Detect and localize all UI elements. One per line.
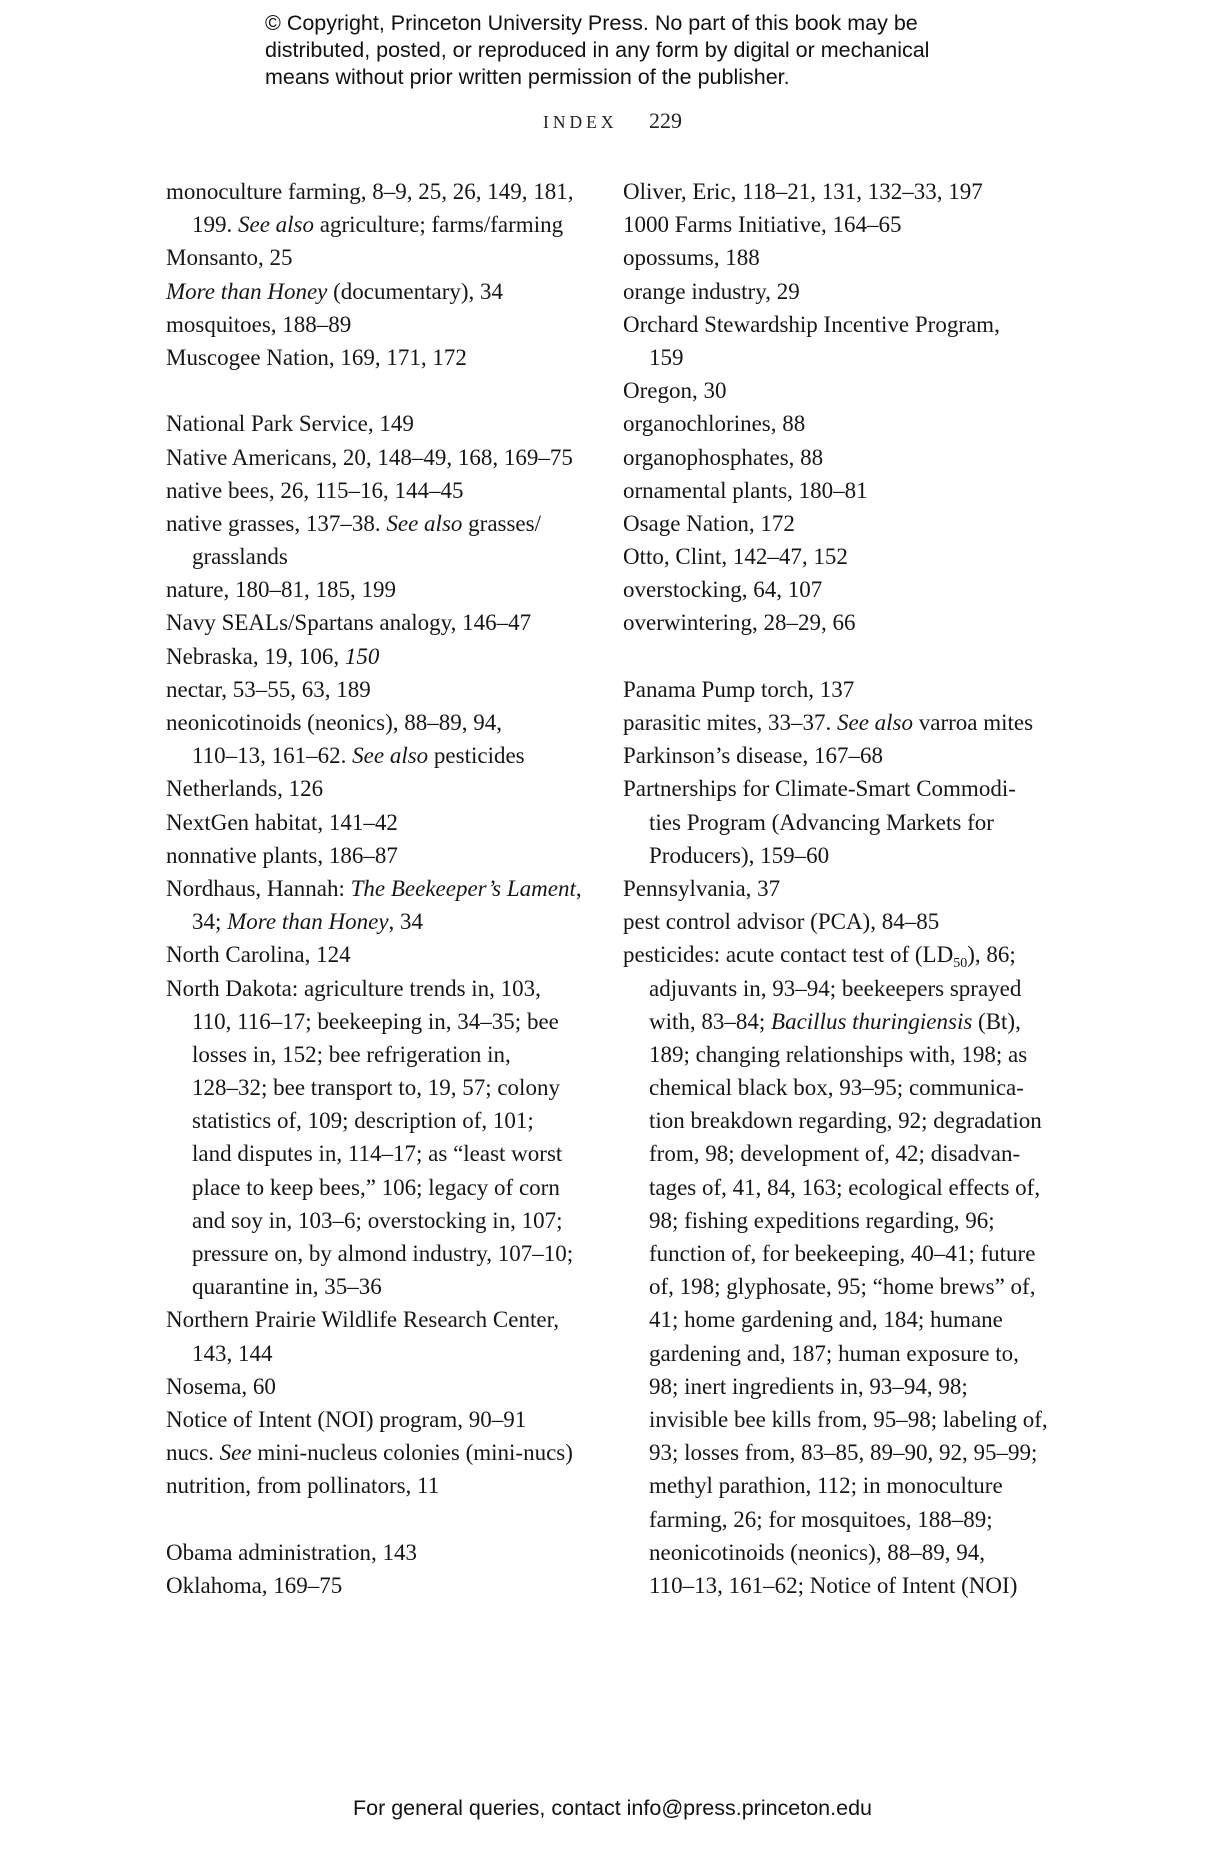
- entry-text: Orchard Stewardship Incentive Program,: [623, 311, 1000, 337]
- index-entry-continuation: [166, 1270, 586, 1303]
- index-spacer: [166, 1503, 586, 1536]
- entry-text: grasses/: [462, 510, 541, 536]
- entry-text: 98; fishing expeditions regarding, 96;: [649, 1207, 995, 1233]
- italic-text: Bacillus thuringiensis: [771, 1008, 973, 1034]
- entry-text: varroa mites: [913, 710, 1034, 735]
- italic-text: See: [219, 1440, 252, 1466]
- index-entry: [623, 175, 1043, 208]
- entry-text: Navy SEALs/Spartans analogy, 146–47: [166, 610, 532, 636]
- index-entry: [166, 308, 586, 341]
- entry-text: organochlorines, 88: [623, 411, 806, 437]
- index-spacer: [166, 374, 586, 407]
- index-entry: [166, 806, 586, 839]
- entry-text: Panama Pump torch, 137: [623, 676, 855, 702]
- entry-text: and soy in, 103–6; overstocking in, 107;: [192, 1207, 563, 1233]
- index-entry: [166, 972, 586, 1005]
- copyright-line: means without prior written permission of the publisher.: [265, 65, 790, 89]
- entry-text: nature, 180–81, 185, 199: [166, 577, 396, 603]
- index-entry: [166, 407, 586, 440]
- entry-text: of, 198; glyphosate, 95; “home brews” of,: [649, 1274, 1036, 1300]
- index-entry: [166, 341, 586, 374]
- entry-text: 98; inert ingredients in, 93–94, 98;: [649, 1373, 968, 1399]
- entry-text: (documentary), 34: [327, 278, 504, 304]
- entry-text: losses in, 152; bee refrigeration in,: [192, 1041, 511, 1067]
- index-entry: [623, 706, 1043, 739]
- index-entry-continuation: [623, 1303, 1043, 1336]
- entry-text: grasslands: [192, 544, 288, 570]
- entry-text: nonnative plants, 186–87: [166, 842, 398, 868]
- entry-text: Pennsylvania, 37: [623, 875, 781, 901]
- entry-text: overstocking, 64, 107: [623, 577, 823, 603]
- index-entry: [166, 673, 586, 706]
- copyright-line: © Copyright, Princeton University Press. No part of this book may be: [265, 11, 918, 35]
- entry-text: monoculture farming, 8–9, 25, 26, 149, 181,: [166, 179, 574, 204]
- index-entry-continuation: [623, 839, 1043, 872]
- index-entry-continuation: [166, 1038, 586, 1071]
- index-entry-continuation: [166, 1237, 586, 1270]
- entry-text: Partnerships for Climate-Smart Commodi-: [623, 776, 1016, 802]
- entry-text: mosquitoes, 188–89: [166, 311, 352, 337]
- entry-text: parasitic mites, 33–37.: [623, 710, 837, 735]
- entry-text: function of, for beekeeping, 40–41; future: [649, 1241, 1036, 1266]
- entry-text: National Park Service, 149: [166, 411, 414, 437]
- entry-text: pest control advisor (PCA), 84–85: [623, 909, 940, 935]
- index-entry: [166, 275, 586, 308]
- entry-text: opossums, 188: [623, 245, 760, 271]
- entry-text: chemical black box, 93–95; communica-: [649, 1075, 1024, 1101]
- index-entry-continuation: [166, 905, 586, 938]
- index-entry: [166, 1303, 586, 1336]
- entry-text: methyl parathion, 112; in monoculture: [649, 1473, 1003, 1499]
- entry-text: pesticides: acute contact test of (LD: [623, 942, 954, 968]
- entry-text: quarantine in, 35–36: [192, 1274, 382, 1300]
- entry-text: Native Americans, 20, 148–49, 168, 169–75: [166, 444, 573, 470]
- entry-text: Muscogee Nation, 169, 171, 172: [166, 344, 467, 370]
- entry-text: 93; losses from, 83–85, 89–90, 92, 95–99;: [649, 1440, 1038, 1466]
- entry-text: Nordhaus, Hannah:: [166, 875, 351, 901]
- index-entry: [623, 208, 1043, 241]
- entry-text: pressure on, by almond industry, 107–10;: [192, 1241, 574, 1266]
- index-entry: [166, 1436, 586, 1469]
- italic-text: See also: [352, 743, 429, 769]
- entry-text: statistics of, 109; description of, 101;: [192, 1108, 534, 1134]
- index-entry: [623, 308, 1043, 341]
- index-entry: [166, 839, 586, 872]
- index-entry: [623, 573, 1043, 606]
- index-entry: [166, 706, 586, 739]
- entry-text: 34;: [192, 909, 228, 935]
- entry-text: tages of, 41, 84, 163; ecological effects of,: [649, 1174, 1041, 1200]
- index-entry: [166, 1536, 586, 1569]
- subscript-text: 50: [953, 956, 968, 972]
- index-entry-continuation: [623, 806, 1043, 839]
- entry-text: nucs.: [166, 1440, 220, 1466]
- italic-text: More than Honey: [166, 278, 328, 304]
- entry-text: Osage Nation, 172: [623, 510, 795, 536]
- index-entry-continuation: [623, 1337, 1043, 1370]
- index-entry-continuation: [623, 1569, 1043, 1602]
- index-entry: [623, 772, 1043, 805]
- entry-text: Oregon, 30: [623, 378, 727, 404]
- index-entry-continuation: [623, 1403, 1048, 1436]
- entry-text: 128–32; bee transport to, 19, 57; colony: [192, 1075, 560, 1101]
- entry-text: farming, 26; for mosquitoes, 188–89;: [649, 1506, 993, 1532]
- index-entry: [623, 905, 1043, 938]
- entry-text: gardening and, 187; human exposure to,: [649, 1340, 1019, 1366]
- index-entry: [623, 275, 1043, 308]
- entry-text: 1000 Farms Initiative, 164–65: [623, 212, 902, 238]
- entry-text: Notice of Intent (NOI) program, 90–91: [166, 1406, 527, 1432]
- index-entry-continuation: [623, 1237, 1043, 1270]
- copyright-notice: [265, 10, 1025, 91]
- entry-text: orange industry, 29: [623, 278, 800, 304]
- index-entry: [166, 175, 586, 208]
- section-title: INDEX: [543, 112, 618, 132]
- entry-text: 41; home gardening and, 184; humane: [649, 1307, 1003, 1333]
- entry-text: agriculture; farms/farming: [314, 212, 564, 238]
- index-entry-continuation: [166, 1071, 586, 1104]
- italic-text: 150: [344, 643, 380, 669]
- entry-text: Oliver, Eric, 118–21, 131, 132–33, 197: [623, 179, 983, 204]
- index-entry-continuation: [166, 739, 586, 772]
- entry-text: nectar, 53–55, 63, 189: [166, 676, 371, 702]
- index-entry-continuation: [623, 1038, 1043, 1071]
- entry-text: ornamental plants, 180–81: [623, 477, 868, 503]
- index-entry-continuation: [166, 1171, 586, 1204]
- entry-text: ties Program (Advancing Markets for: [649, 809, 994, 835]
- index-entry-continuation: [166, 1204, 586, 1237]
- index-entry: [166, 1370, 586, 1403]
- entry-text: Oklahoma, 169–75: [166, 1572, 343, 1598]
- entry-text: 143, 144: [192, 1340, 273, 1366]
- index-column-left: [166, 175, 586, 1602]
- index-entry-continuation: [623, 1204, 1043, 1237]
- entry-text: North Carolina, 124: [166, 942, 351, 968]
- index-entry-continuation: [166, 208, 586, 241]
- entry-text: 189; changing relationships with, 198; as: [649, 1041, 1028, 1067]
- index-entry-continuation: [623, 972, 1043, 1005]
- index-column-right: [623, 175, 1048, 1602]
- index-entry: [623, 540, 1043, 573]
- index-entry: [166, 872, 586, 905]
- entry-text: mini-nucleus colonies (mini-nucs): [251, 1440, 573, 1466]
- index-entry-continuation: [623, 1270, 1043, 1303]
- index-entry: [166, 640, 586, 673]
- entry-text: Nebraska, 19, 106,: [166, 643, 345, 669]
- entry-text: native grasses, 137–38.: [166, 510, 387, 536]
- entry-text: Northern Prairie Wildlife Research Center,: [166, 1307, 560, 1333]
- entry-text: with, 83–84;: [649, 1008, 772, 1034]
- entry-text: overwintering, 28–29, 66: [623, 610, 856, 636]
- index-entry-continuation: [623, 1137, 1043, 1170]
- italic-text: More than Honey: [227, 909, 389, 935]
- entry-text: , 34: [388, 909, 424, 935]
- index-entry: [166, 606, 586, 639]
- index-entry-continuation: [166, 1104, 586, 1137]
- index-entry: [623, 872, 1043, 905]
- index-entry: [623, 441, 1043, 474]
- index-entry: [166, 241, 586, 274]
- index-entry: [166, 938, 586, 971]
- entry-text: 110, 116–17; beekeeping in, 34–35; bee: [192, 1008, 559, 1034]
- index-entry: [166, 507, 586, 540]
- entry-text: land disputes in, 114–17; as “least worst: [192, 1141, 563, 1167]
- index-entry-continuation: [623, 1370, 1043, 1403]
- entry-text: adjuvants in, 93–94; beekeepers sprayed: [649, 975, 1022, 1001]
- entry-text: North Dakota: agriculture trends in, 103,: [166, 975, 541, 1001]
- italic-text: The Beekeeper’s Lament: [350, 875, 576, 901]
- entry-text: Otto, Clint, 142–47, 152: [623, 544, 848, 570]
- entry-text: nutrition, from pollinators, 11: [166, 1473, 440, 1499]
- italic-text: See also: [837, 710, 914, 735]
- index-entry: [166, 1469, 586, 1502]
- index-entry: [166, 474, 586, 507]
- entry-text: Obama administration, 143: [166, 1539, 418, 1565]
- index-entry: [166, 1569, 586, 1602]
- entry-text: Netherlands, 126: [166, 776, 324, 802]
- index-entry-continuation: [623, 1104, 1043, 1137]
- italic-text: See also: [238, 212, 315, 238]
- italic-text: See also: [386, 510, 463, 536]
- entry-text: native bees, 26, 115–16, 144–45: [166, 477, 464, 503]
- index-entry-continuation: [166, 1005, 586, 1038]
- index-entry: [623, 739, 1043, 772]
- entry-text: pesticides: [428, 743, 525, 769]
- entry-text: organophosphates, 88: [623, 444, 824, 470]
- index-entry: [623, 673, 1043, 706]
- entry-text: tion breakdown regarding, 92; degradation: [649, 1108, 1042, 1134]
- index-entry-continuation: [623, 1469, 1043, 1502]
- index-entry-continuation: [623, 1536, 1043, 1569]
- index-entry: [623, 241, 1043, 274]
- entry-text: 199.: [192, 212, 238, 238]
- entry-text: ,: [575, 875, 582, 901]
- index-entry: [623, 407, 1043, 440]
- page-number: 229: [648, 108, 682, 133]
- index-entry: [623, 374, 1043, 407]
- entry-text: 159: [649, 344, 684, 370]
- index-spacer: [623, 640, 1043, 673]
- entry-text: invisible bee kills from, 95–98; labeling of,: [649, 1406, 1048, 1432]
- entry-text: Parkinson’s disease, 167–68: [623, 743, 884, 769]
- index-entry-continuation: [623, 341, 1043, 374]
- index-entry-continuation: [166, 1337, 586, 1370]
- index-entry-continuation: [623, 1071, 1043, 1104]
- index-entry: [623, 507, 1043, 540]
- entry-text: neonicotinoids (neonics), 88–89, 94,: [649, 1539, 986, 1565]
- entry-text: Nosema, 60: [166, 1373, 276, 1399]
- entry-text: place to keep bees,” 106; legacy of corn: [192, 1174, 560, 1200]
- index-entry-continuation: [623, 1436, 1043, 1469]
- index-entry: [166, 772, 586, 805]
- running-head: [0, 108, 1225, 134]
- index-entry-continuation: [623, 1171, 1043, 1204]
- entry-text: (Bt),: [972, 1008, 1021, 1034]
- entry-text: ), 86;: [967, 942, 1016, 968]
- entry-text: 110–13, 161–62; Notice of Intent (NOI): [649, 1572, 1018, 1598]
- entry-text: 110–13, 161–62.: [192, 743, 353, 769]
- index-entry: [166, 573, 586, 606]
- index-entry: [623, 474, 1043, 507]
- entry-text: neonicotinoids (neonics), 88–89, 94,: [166, 710, 503, 735]
- entry-text: NextGen habitat, 141–42: [166, 809, 398, 835]
- entry-text: Producers), 159–60: [649, 842, 830, 868]
- index-entry-continuation: [623, 1005, 1043, 1038]
- index-entry: [623, 938, 1043, 971]
- index-entry-continuation: [166, 540, 586, 573]
- entry-text: from, 98; development of, 42; disadvan-: [649, 1141, 1021, 1167]
- copyright-line: distributed, posted, or reproduced in any form by digital or mechanical: [265, 38, 930, 62]
- index-entry: [166, 441, 586, 474]
- index-entry: [166, 1403, 586, 1436]
- index-entry-continuation: [623, 1503, 1043, 1536]
- footer-contact: For general queries, contact info@press.princeton.edu: [352, 1796, 872, 1820]
- index-entry: [623, 606, 1043, 639]
- index-entry-continuation: [166, 1137, 586, 1170]
- entry-text: Monsanto, 25: [166, 245, 293, 271]
